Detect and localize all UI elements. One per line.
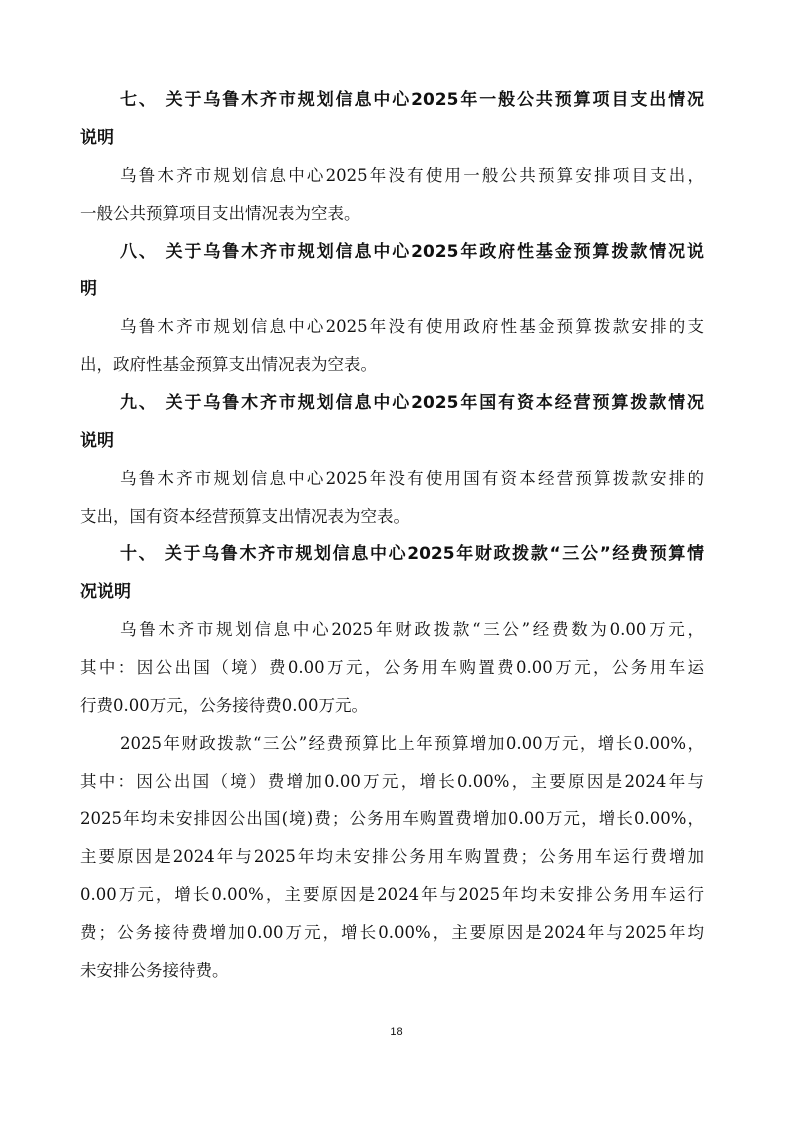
section-10-paragraph-2-line-3: 2025年均未安排因公出国(境)费；公务用车购置费增加0.00万元，增长0.00%，	[80, 809, 704, 828]
section-7-heading-line-2: 说明	[80, 128, 114, 148]
section-10-paragraph-1-line-3: 行费0.00万元，公务接待费0.00万元。	[80, 696, 368, 715]
section-7-heading-line-1: 七、 关于乌鲁木齐市规划信息中心2025年一般公共预算项目支出情况	[120, 90, 704, 110]
section-10-paragraph-1-line-2: 其中：因公出国（境）费0.00万元，公务用车购置费0.00万元，公务用车运	[80, 658, 704, 677]
section-10-heading-line-1: 十、 关于乌鲁木齐市规划信息中心2025年财政拨款“三公”经费预算情	[120, 544, 704, 564]
section-8-paragraph-line-2: 出，政府性基金预算支出情况表为空表。	[80, 355, 377, 374]
section-7-paragraph-line-2: 一般公共预算项目支出情况表为空表。	[80, 204, 361, 223]
section-10-paragraph-2-line-5: 0.00万元，增长0.00%，主要原因是2024年与2025年均未安排公务用车运行	[80, 885, 704, 904]
section-8-paragraph-line-1: 乌鲁木齐市规划信息中心2025年没有使用政府性基金预算拨款安排的支	[120, 317, 704, 336]
section-7-paragraph-line-1: 乌鲁木齐市规划信息中心2025年没有使用一般公共预算安排项目支出，	[120, 166, 704, 185]
section-10-paragraph-1-line-1: 乌鲁木齐市规划信息中心2025年财政拨款“三公”经费数为0.00万元，	[120, 620, 704, 639]
section-9-heading-line-2: 说明	[80, 431, 114, 451]
section-10-paragraph-2-line-7: 未安排公务接待费。	[80, 961, 229, 980]
section-9-paragraph-line-2: 支出，国有资本经营预算支出情况表为空表。	[80, 507, 410, 526]
page-number: 18	[390, 1026, 403, 1038]
section-10-paragraph-2-line-6: 费；公务接待费增加0.00万元，增长0.00%，主要原因是2024年与2025年均	[80, 923, 704, 942]
section-10-paragraph-2-line-4: 主要原因是2024年与2025年均未安排公务用车购置费；公务用车运行费增加	[80, 847, 704, 866]
section-8-heading-line-1: 八、 关于乌鲁木齐市规划信息中心2025年政府性基金预算拨款情况说	[120, 242, 704, 262]
section-10-heading-line-2: 况说明	[80, 582, 131, 602]
section-10-paragraph-2-line-2: 其中：因公出国（境）费增加0.00万元，增长0.00%，主要原因是2024年与	[80, 772, 704, 791]
section-9-paragraph-line-1: 乌鲁木齐市规划信息中心2025年没有使用国有资本经营预算拨款安排的	[120, 469, 704, 488]
section-10-paragraph-2-line-1: 2025年财政拨款“三公”经费预算比上年预算增加0.00万元，增长0.00%，	[120, 734, 704, 753]
section-9-heading-line-1: 九、 关于乌鲁木齐市规划信息中心2025年国有资本经营预算拨款情况	[120, 393, 704, 413]
section-8-heading-line-2: 明	[80, 279, 97, 299]
